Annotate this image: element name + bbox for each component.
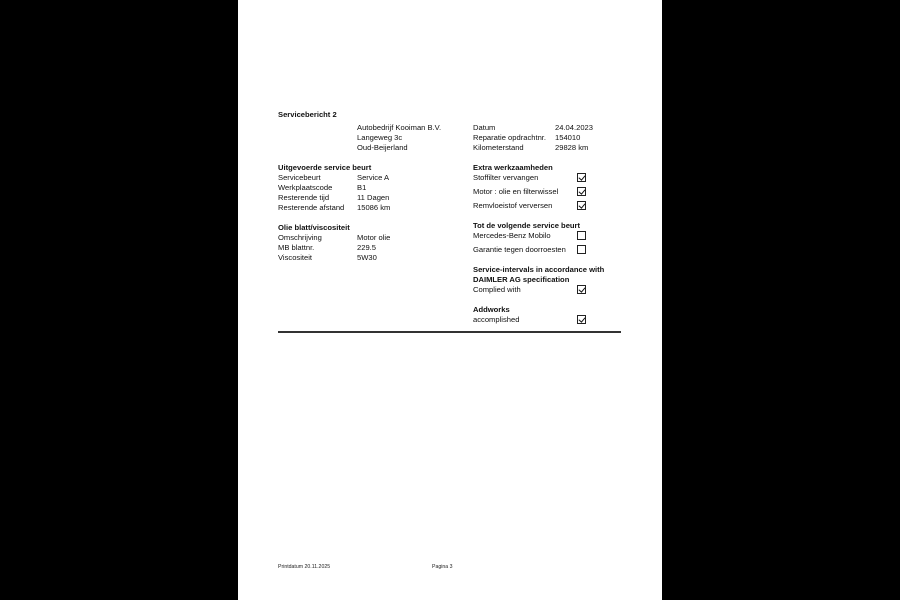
service-heading: Uitgevoerde service beurt bbox=[278, 163, 372, 172]
extra-heading: Extra werkzaamheden bbox=[473, 163, 553, 172]
print-date: Printdatum 20.11.2025 bbox=[278, 564, 331, 570]
service-value: B1 bbox=[357, 183, 367, 192]
service-label: Servicebeurt bbox=[278, 173, 321, 182]
page-number: Pagina 3 bbox=[432, 564, 453, 570]
service-label: Resterende tijd bbox=[278, 193, 330, 202]
service-value: 11 Dagen bbox=[357, 193, 390, 202]
addworks-item-label: accomplished bbox=[473, 315, 520, 324]
oil-value: 229.5 bbox=[357, 243, 377, 252]
oil-value: 5W30 bbox=[357, 253, 377, 262]
intervals-heading-line2: DAIMLER AG specification bbox=[473, 275, 570, 284]
meta-label: Kilometerstand bbox=[473, 143, 524, 152]
meta-value: 29828 km bbox=[555, 143, 589, 152]
oil-heading: Olie blatt/viscositeit bbox=[278, 223, 350, 232]
oil-value: Motor olie bbox=[357, 233, 391, 242]
document-title: Servicebericht 2 bbox=[278, 110, 337, 119]
oil-label: Omschrijving bbox=[278, 233, 322, 242]
intervals-heading: Service-intervals in accordance with bbox=[473, 265, 605, 274]
extra-item-label: Remvloeistof verversen bbox=[473, 201, 553, 210]
meta-value: 154010 bbox=[555, 133, 581, 142]
service-label: Resterende afstand bbox=[278, 203, 345, 212]
next-item-label: Garantie tegen doorroesten bbox=[473, 245, 566, 254]
checkmark-icon bbox=[578, 201, 585, 208]
checkmark-icon bbox=[578, 173, 585, 180]
extra-item-label: Motor : olie en filterwissel bbox=[473, 187, 559, 196]
extra-item-label: Stoffilter vervangen bbox=[473, 173, 539, 182]
meta-value: 24.04.2023 bbox=[555, 123, 594, 132]
dealer-name: Autobedrijf Kooiman B.V. bbox=[357, 123, 442, 132]
checkmark-icon bbox=[578, 187, 585, 194]
checkbox[interactable] bbox=[577, 315, 586, 324]
divider bbox=[278, 331, 621, 333]
service-label: Werkplaatscode bbox=[278, 183, 333, 192]
addworks-heading: Addworks bbox=[473, 305, 510, 314]
checkbox[interactable] bbox=[577, 187, 586, 196]
checkbox[interactable] bbox=[577, 201, 586, 210]
meta-label: Datum bbox=[473, 123, 496, 132]
checkbox[interactable] bbox=[577, 285, 586, 294]
intervals-item-label: Complied with bbox=[473, 285, 521, 294]
dealer-city: Oud-Beijerland bbox=[357, 143, 408, 152]
checkmark-icon bbox=[578, 285, 585, 292]
meta-label: Reparatie opdrachtnr. bbox=[473, 133, 547, 142]
checkbox[interactable] bbox=[577, 231, 586, 240]
service-value: Service A bbox=[357, 173, 390, 182]
service-value: 15086 km bbox=[357, 203, 391, 212]
checkbox[interactable] bbox=[577, 245, 586, 254]
checkmark-icon bbox=[578, 315, 585, 322]
next-item-label: Mercedes-Benz Mobilo bbox=[473, 231, 551, 240]
document-page bbox=[238, 0, 662, 600]
checkbox[interactable] bbox=[577, 173, 586, 182]
oil-label: MB blattnr. bbox=[278, 243, 315, 252]
dealer-street: Langeweg 3c bbox=[357, 133, 403, 142]
next-heading: Tot de volgende service beurt bbox=[473, 221, 581, 230]
oil-label: Viscositeit bbox=[278, 253, 313, 262]
